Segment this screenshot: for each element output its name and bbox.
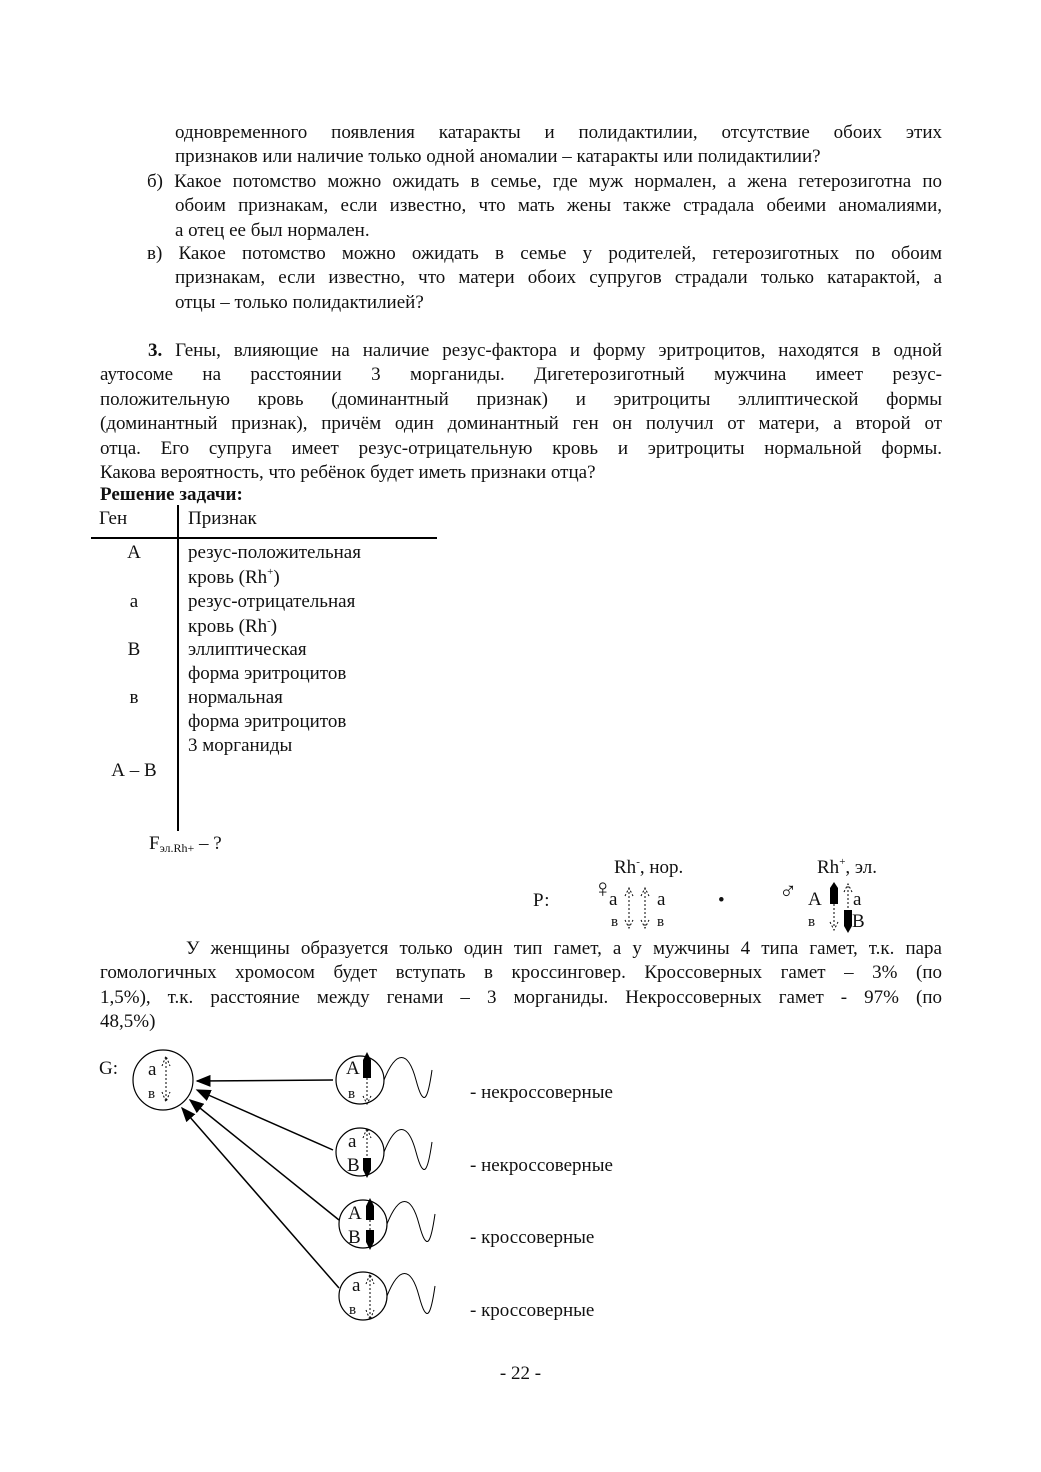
gene-symbol: а <box>129 591 139 612</box>
task-number: 3. <box>148 340 163 361</box>
text-line: 48,5%) <box>100 1011 156 1033</box>
page-number: - 22 - <box>499 1363 542 1384</box>
allele-label: А <box>346 1058 360 1079</box>
fertilization-arrow <box>197 1080 333 1081</box>
allele-label: А <box>808 889 822 910</box>
fertilization-arrow <box>182 1108 339 1288</box>
allele-label: в <box>348 1086 356 1102</box>
trait-line: кровь (Rh-) <box>188 615 278 637</box>
trait-line: эллиптическая <box>188 639 307 660</box>
sperm-cell <box>339 1200 387 1248</box>
solution-heading: Решение задачи: <box>100 484 243 505</box>
question-item-b <box>147 170 942 243</box>
gamete-type: - некроссоверные <box>470 1082 613 1103</box>
text-line: 1,5%), т.к. расстояние между генами – 3 морганиды. Некроссоверных гамет - 97% (по <box>100 986 942 1008</box>
allele-label: в <box>611 914 619 930</box>
text-line: гомологичных хромосом будет вступать в кроссинговер. Кроссоверных гамет – 3% (по <box>100 962 942 984</box>
gamete-type: - кроссоверные <box>470 1227 595 1248</box>
gamete-diagram <box>0 1030 560 1340</box>
sperm-cell <box>339 1272 387 1320</box>
allele-label: а <box>352 1275 361 1296</box>
allele-label: а <box>148 1059 157 1080</box>
text-line: признакам, если известно, что матери обоих супругов страдали только катарактой, а <box>175 267 942 289</box>
text-line: отцы – только полидактилией? <box>175 291 424 313</box>
sperm-cell <box>336 1056 384 1104</box>
trait-line: кровь (Rh+) <box>188 566 280 588</box>
intro-paragraph <box>175 121 942 170</box>
female-chromosome-pair <box>620 884 660 932</box>
gamete-type: - некроссоверные <box>470 1155 613 1176</box>
allele-label: в <box>349 1302 357 1318</box>
allele-label: В <box>347 1155 360 1176</box>
male-chromosome-pair <box>822 882 858 934</box>
gene-symbol: В <box>127 639 141 660</box>
task-3-paragraph <box>100 339 942 485</box>
column-header-trait: Признак <box>188 508 257 529</box>
distance-genes: А – В <box>111 760 157 781</box>
allele-label: в <box>657 914 665 930</box>
trait-line: форма эритроцитов <box>188 711 347 732</box>
male-symbol: ♂ <box>779 879 797 905</box>
male-phenotype: Rh+, эл. <box>817 856 877 878</box>
text-line: в) Какое потомство можно ожидать в семье у родителей, гетерозиготных по обоим <box>147 243 942 264</box>
table-header-rule <box>91 537 437 539</box>
female-symbol: ♀ <box>593 874 613 903</box>
text-line: б) Какое потомство можно ожидать в семье, где муж нормален, а жена гетерозиготна по <box>147 171 942 192</box>
text-line: Какова вероятность, что ребёнок будет иметь признаки отца? <box>100 462 596 484</box>
gene-symbol: А <box>127 542 141 563</box>
allele-label: в <box>148 1086 156 1102</box>
text-line: (доминантный признак), причём один доминантный ген он получил от матери, а второй от <box>100 413 942 435</box>
text-line: 3. Гены, влияющие на наличие резус-фактора и форму эритроцитов, находятся в одной <box>148 340 942 361</box>
cross-multiply-sign: • <box>718 890 725 911</box>
distance-value: 3 морганиды <box>188 735 293 756</box>
allele-label: В <box>852 911 865 932</box>
allele-label: В <box>348 1227 361 1248</box>
column-header-gene: Ген <box>99 508 128 529</box>
gametes-label: G: <box>99 1058 118 1079</box>
allele-label: а <box>609 889 618 910</box>
fertilization-arrow <box>197 1090 333 1150</box>
allele-label: а <box>657 889 666 910</box>
text-line: одновременного появления катаракты и полидактилии, отсутствие обоих этих <box>175 122 942 143</box>
gamete-type: - кроссоверные <box>470 1300 595 1321</box>
text-line: аутосоме на расстоянии 3 морганиды. Дигетерозиготный мужчина имеет резус- <box>100 364 942 386</box>
text-line: положительную кровь (доминантный признак) и эритроциты эллиптической формы <box>100 388 942 410</box>
gene-symbol: в <box>129 687 139 708</box>
allele-label: А <box>348 1203 362 1224</box>
text-line: обоим признакам, если известно, что мать жены также страдала обеими аномалиями, <box>175 195 942 217</box>
allele-label: а <box>348 1131 357 1152</box>
trait-line: резус-положительная <box>188 542 361 563</box>
allele-label: а <box>853 889 862 910</box>
text-line: У женщины образуется только один тип гамет, а у мужчины 4 типа гамет, т.к. пара <box>186 938 942 959</box>
sperm-cell <box>336 1128 384 1176</box>
text-line: признаков или наличие только одной аномалии – катаракты или полидактилии? <box>175 146 821 168</box>
allele-label: в <box>808 914 816 930</box>
text-line: а отец ее был нормален. <box>175 219 370 241</box>
female-phenotype: Rh-, нор. <box>614 856 684 878</box>
question-f: $F_{эл.Rh+}$ – ? <box>149 833 222 855</box>
question-item-v <box>147 242 942 315</box>
trait-line: форма эритроцитов <box>188 663 347 684</box>
text-line: отца. Его супруга имеет резус-отрицательную кровь и эритроциты нормальной формы. <box>100 437 942 459</box>
trait-line: резус-отрицательная <box>188 591 356 612</box>
egg-cell <box>133 1050 193 1110</box>
explanation-paragraph <box>100 937 942 1035</box>
trait-line: нормальная <box>188 687 283 708</box>
parents-label: Р: <box>533 890 550 911</box>
